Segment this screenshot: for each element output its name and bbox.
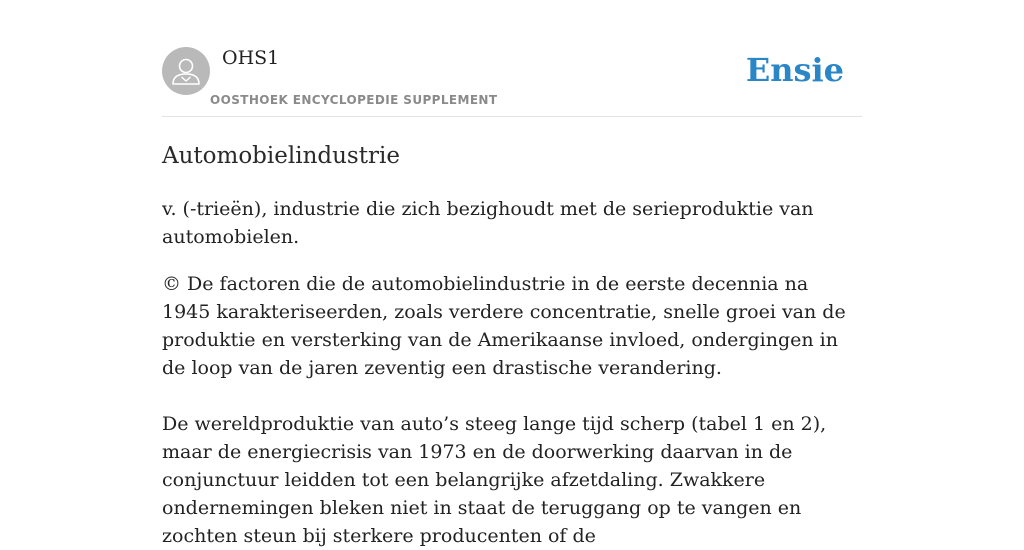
source-name[interactable]: OOSTHOEK ENCYCLOPEDIE SUPPLEMENT	[210, 93, 498, 107]
author-name[interactable]: OHS1	[222, 47, 280, 69]
brand-logo[interactable]: Ensie	[745, 51, 844, 89]
user-icon	[162, 47, 210, 95]
article-paragraph-1: © De factoren die de automobielindustrie in de eerste decennia na 1945 karakteriseerden, zoals verdere concentratie, snelle groei van de produktie en versterking van de Amerikaanse invloed, ondergingen in de loop van de jaren zeventig een drastische verandering.	[162, 273, 846, 379]
page	[162, 0, 862, 550]
author-avatar[interactable]	[162, 47, 210, 95]
article-header	[162, 0, 862, 117]
article-definition: v. (-trieën), industrie die zich bezighoudt met de serieproduktie van automobielen.	[162, 198, 814, 248]
article-title: Automobielindustrie	[162, 143, 400, 169]
article-content	[162, 142, 862, 550]
article-paragraph-2: De wereldproduktie van auto’s steeg lange tijd scherp (tabel 1 en 2), maar de energiecrisis van 1973 en de doorwerking daarvan in de conjunctuur leidden tot een belangrijke afzetdaling. Zwakkere ondernemingen bleken niet in staat de teruggang op te vangen en zochten steun bij sterkere producenten of de	[162, 413, 827, 547]
